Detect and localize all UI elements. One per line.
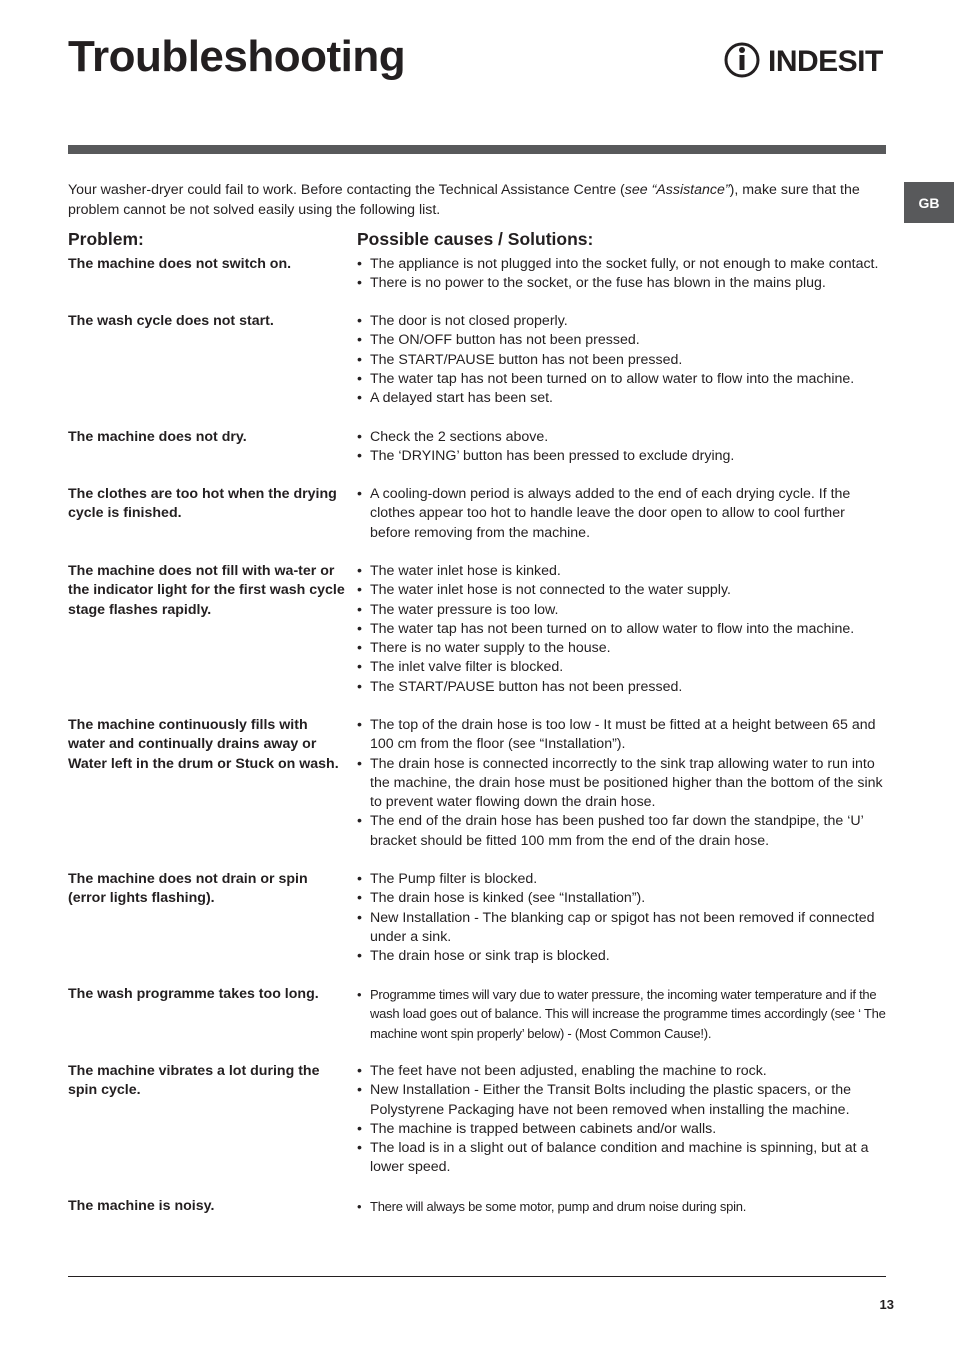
intro-part2: ), make sure that the problem cannot be not solved easily using the following list. [68,182,860,218]
causes-list [357,485,887,543]
causes-list [357,870,887,966]
cause-item: • The feet have not been adjusted, enabling the machine to rock. [357,1062,887,1081]
problem-text: The machine continuously fills with water and continually drains away or Water left in the drum or Stuck on wash. [68,717,339,772]
cause-item: • The machine is trapped between cabinets and/or walls. [357,1120,887,1139]
causes-list [357,312,887,408]
cause-item: • New Installation - The blanking cap or spigot has not been removed if connected under a sink. [357,909,887,948]
problem-text: The wash cycle does not start. [68,313,274,329]
indesit-logo [724,38,888,84]
intro-part1: Your washer-dryer could fail to work. Before contacting the Technical Assistance Centre ( [68,182,625,198]
cause-item: • The Pump filter is blocked. [357,870,887,889]
problem-text: The machine does not fill with wa-ter or the indicator light for the first wash cycle stage flashes rapidly. [68,563,345,618]
cause-item: • Programme times will vary due to water pressure, the incoming water temperature and if the wash load goes out of balance. This will increase the programme times accordingly (see ‘ The machine wont spin properly’ below) - (Most Common Cause!). [357,985,887,1043]
page-number: 13 [879,1297,894,1312]
causes-list [357,428,887,467]
cause-item: • The drain hose or sink trap is blocked. [357,947,887,966]
cause-item: • The end of the drain hose has been pushed too far down the standpipe, the ‘U’ bracket should be fitted 100 mm from the end of the drain hose. [357,812,887,851]
cause-item: • The ‘DRYING’ button has been pressed to exclude drying. [357,447,887,466]
language-tab-label: GB [918,194,940,211]
cause-item: • There will always be some motor, pump and drum noise during spin. [357,1197,887,1216]
causes-column-heading: Possible causes / Solutions: [357,229,594,249]
problem-text: The machine does not drain or spin (error lights flashing). [68,871,308,907]
cause-item: • The ON/OFF button has not been pressed. [357,331,887,350]
problem-text: The machine vibrates a lot during the spin cycle. [68,1063,320,1099]
header-rule [68,145,886,154]
cause-item: • The appliance is not plugged into the socket fully, or not enough to make contact. [357,255,887,274]
causes-list [357,1197,887,1216]
language-tab [904,182,954,223]
cause-item: • There is no power to the socket, or the fuse has blown in the mains plug. [357,274,887,293]
problem-text: The wash programme takes too long. [68,986,319,1002]
page-title: Troubleshooting [68,32,406,81]
causes-list [357,1062,887,1178]
cause-item: • The water pressure is too low. [357,601,887,620]
cause-item: • The inlet valve filter is blocked. [357,658,887,677]
problem-column-heading: Problem: [68,229,144,249]
cause-item: • The door is not closed properly. [357,312,887,331]
cause-item: • The water inlet hose is kinked. [357,562,887,581]
problem-text: The machine is noisy. [68,1198,215,1214]
cause-item: • A delayed start has been set. [357,389,887,408]
cause-item: • The START/PAUSE button has not been pressed. [357,678,887,697]
cause-item: • The drain hose is connected incorrectly to the sink trap allowing water to run into the machine, the drain hose must be positioned higher than the bottom of the sink to prevent water flowing down the drain hose. [357,755,887,813]
causes-list [357,985,887,1043]
cause-item: • The water tap has not been turned on to allow water to flow into the machine. [357,370,887,389]
cause-item: • The water tap has not been turned on to allow water to flow into the machine. [357,620,887,639]
cause-item: • The load is in a slight out of balance condition and machine is spinning, but at a lower speed. [357,1139,887,1178]
problem-text: The machine does not dry. [68,429,247,445]
cause-item: • The top of the drain hose is too low - It must be fitted at a height between 65 and 100 cm from the floor (see “Installation”). [357,716,887,755]
cause-item: • The drain hose is kinked (see “Installation”). [357,889,887,908]
brand-name: INDESIT [768,45,883,78]
causes-list [357,255,887,294]
cause-item: • New Installation - Either the Transit Bolts including the plastic spacers, or the Polystyrene Packaging have not been removed when installing the machine. [357,1081,887,1120]
intro-text [68,180,886,220]
causes-list [357,716,887,851]
cause-item: • The START/PAUSE button has not been pressed. [357,351,887,370]
indesit-i-icon [724,38,764,84]
causes-list [357,562,887,697]
problem-text: The machine does not switch on. [68,256,292,272]
cause-item: • There is no water supply to the house. [357,639,887,658]
cause-item: • Check the 2 sections above. [357,428,887,447]
intro-reference: see “Assistance” [624,182,730,198]
footer-rule [68,1276,886,1277]
problem-text: The clothes are too hot when the drying cycle is finished. [68,486,337,522]
cause-item: • A cooling-down period is always added to the end of each drying cycle. If the clothes appear too hot to handle leave the door open to allow to cool further before removing from the machine. [357,485,887,543]
cause-item: • The water inlet hose is not connected to the water supply. [357,581,887,600]
